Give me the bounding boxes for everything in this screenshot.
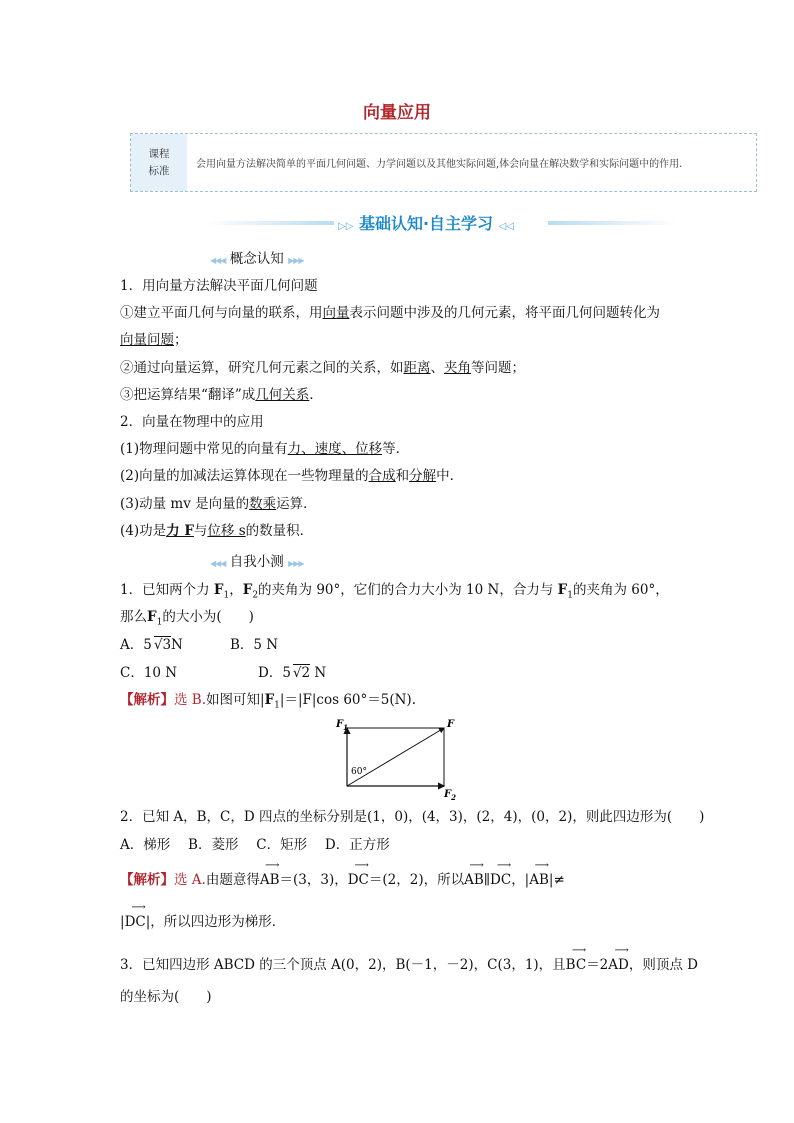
t: 力、速度、位移 [287, 441, 383, 457]
vector-ad [608, 945, 629, 975]
vector-dc [124, 902, 146, 932]
t: 的数量积． [245, 523, 314, 539]
t: 2 [252, 590, 259, 601]
t: 运算． [276, 496, 317, 512]
q1-option-d [258, 663, 326, 683]
q2-options: A．梯形 B．菱形 C．矩形 D．正方形 [120, 837, 390, 853]
t: 的夹角为 60°， [572, 582, 669, 598]
banner-right-icon: ◁◁ [498, 221, 515, 232]
vector-arrow-icon: ⟶ [469, 860, 484, 871]
answer-tag: 【解析】 [120, 692, 174, 708]
f-vector [347, 728, 444, 786]
t: ． [309, 387, 323, 403]
answer-2 [120, 860, 565, 890]
t: 1 [223, 590, 230, 601]
p1-item-b [120, 358, 525, 378]
t: 的夹角为 90°，它们的合力大小为 10 N，合力与 [258, 582, 558, 598]
t: F [147, 609, 157, 625]
t: 、 [430, 360, 444, 376]
t: 和 [395, 468, 410, 484]
t: 距离 [403, 360, 431, 376]
vector-ab [259, 860, 280, 890]
t: DC [347, 872, 369, 888]
t: AB [464, 872, 484, 888]
vector-arrow-icon: ⟶ [534, 860, 549, 871]
vector-ab [464, 860, 484, 890]
t: ＝(2，2)，所以 [368, 872, 465, 888]
banner-line-right [548, 221, 678, 225]
vector-arrow-icon: ⟶ [354, 860, 369, 871]
t: 的大小为( ) [162, 609, 254, 625]
subheading-selftest [210, 550, 304, 570]
vector-dc [347, 860, 369, 890]
t: 与 [193, 523, 208, 539]
q1-option-a [120, 635, 183, 655]
t: N [310, 665, 327, 681]
label-f1: $F_1$ [336, 719, 348, 732]
subheading-concepts [210, 247, 304, 267]
t: 3 [162, 637, 172, 653]
t: 由题意得 [205, 872, 260, 888]
t: (4)功是 [120, 523, 167, 539]
vector-arrow-icon: ⟶ [496, 860, 512, 871]
p2-item-3 [120, 494, 317, 514]
subheading-text: 自我小测 [229, 554, 284, 570]
force-diagram [330, 715, 460, 800]
t: 向量问题 [120, 332, 174, 348]
t: 分解 [409, 468, 437, 484]
t: ＝2 [586, 957, 609, 973]
vector-arrow-icon: ⟶ [265, 860, 280, 871]
right-arrows-icon: ▶▶▶ [288, 256, 304, 265]
t: N [171, 637, 183, 653]
t: A．5 [120, 637, 152, 653]
right-arrows-icon: ▶▶▶ [288, 559, 304, 568]
t: 力 F [166, 523, 194, 539]
t: | [120, 914, 125, 930]
t: 等． [382, 441, 410, 457]
t: 合成 [368, 468, 396, 484]
t: F [557, 582, 568, 598]
t: ， [229, 582, 243, 598]
p2-item-4 [120, 521, 313, 541]
q3-line-2: 的坐标为( ) [120, 989, 212, 1005]
vector-arrow-icon: ⟶ [571, 945, 587, 956]
t: ，则顶点 D [628, 957, 698, 973]
p1-item-a-cont [120, 330, 188, 350]
t: 1．已知两个力 [120, 582, 214, 598]
q1-line-1 [120, 580, 669, 606]
t: |＝|F|cos 60°＝5(N). [279, 692, 416, 708]
p2-item-1 [120, 439, 409, 459]
t: AD [608, 957, 629, 973]
t: F [213, 582, 224, 598]
t: 夹角 [444, 360, 471, 376]
p2-title: 2．向量在物理中的应用 [120, 414, 264, 430]
vector-dc [490, 860, 512, 890]
t: 选 B. [174, 692, 207, 708]
t: 几何关系 [255, 387, 310, 403]
subheading-text: 概念认知 [229, 251, 284, 267]
t: ＝(3，3)， [279, 872, 348, 888]
t: DC [124, 914, 146, 930]
radical: √2 [292, 665, 311, 681]
vector-arrow-icon: ⟶ [614, 945, 629, 956]
course-standard-box [130, 133, 757, 192]
label-line-1: 课程 [148, 147, 170, 160]
q1-line-2 [120, 607, 254, 633]
section-banner [338, 211, 514, 234]
t: 1 [567, 590, 573, 601]
course-standard-label [131, 134, 187, 191]
course-standard-text: 会用向量方法解决简单的平面几何问题、力学问题以及其他实际问题,体会向量在解决数学和实际问题中的作用. [196, 159, 683, 170]
t: 选 A. [174, 872, 206, 888]
t: (1)物理问题中常见的向量有 [120, 441, 288, 457]
t: AB [259, 872, 280, 888]
t: ，| [511, 872, 530, 888]
t: ③把运算结果“翻译”成 [120, 387, 256, 403]
banner-text: 基础认知·自主学习 [358, 214, 494, 233]
left-arrows-icon: ◀◀◀ [210, 559, 226, 568]
radical: √3 [153, 637, 172, 653]
t: 1 [156, 617, 163, 628]
t: 如图可知| [206, 692, 265, 708]
t: |≠ [548, 872, 565, 888]
t: 那么 [120, 609, 147, 625]
t: 3．已知四边形 ABCD 的三个顶点 A(0，2)，B(－1，－2)，C(3，1)，且 [120, 957, 566, 973]
p2-item-2 [120, 466, 463, 486]
p1-item-a [120, 303, 660, 323]
t: BC [565, 957, 587, 973]
t: 数乘 [249, 496, 277, 512]
t: 向量 [322, 305, 350, 321]
t: ②通过向量运算，研究几何元素之间的关系，如 [120, 360, 404, 376]
label-f2: $F_2$ [444, 789, 456, 800]
answer-2-cont [120, 902, 286, 932]
t: 1 [274, 700, 280, 711]
label-f: F [447, 719, 455, 730]
t: 表示问题中涉及的几何元素，将平面几何问题转化为 [349, 305, 660, 321]
t: (2)向量的加减法运算体现在一些物理量的 [120, 468, 369, 484]
t: ； [174, 332, 188, 348]
t: AB [529, 872, 549, 888]
t: (3)动量 mv 是向量的 [120, 496, 250, 512]
t: D．5 [258, 665, 291, 681]
q2-text: 2．已知 A，B，C，D 四点的坐标分别是(1，0)，(4，3)，(2，4)，(0，2)，则此四边形为( ) [120, 809, 705, 825]
t: 位移 s [207, 523, 246, 539]
t: ①建立平面几何与向量的联系，用 [120, 305, 323, 321]
q3-line-1 [120, 945, 698, 975]
banner-left-icon: ▷▷ [338, 221, 354, 232]
t: F [264, 692, 275, 708]
vector-bc [565, 945, 587, 975]
page-title: 向量应用 [363, 103, 431, 123]
label-line-2: 标准 [148, 164, 170, 177]
p1-title: 1．用向量方法解决平面几何问题 [120, 278, 318, 294]
t: F [242, 582, 253, 598]
vector-ab [529, 860, 549, 890]
angle-label: 60° [351, 767, 367, 777]
left-arrows-icon: ◀◀◀ [210, 256, 226, 265]
p1-item-c [120, 385, 323, 405]
banner-line-left [206, 221, 334, 225]
t: 等问题； [471, 360, 525, 376]
t: DC [490, 872, 512, 888]
t: 2 [301, 665, 311, 681]
t: ∥ [483, 872, 491, 888]
q1-option-c: C．10 N [120, 665, 178, 681]
vector-arrow-icon: ⟶ [131, 902, 146, 913]
answer-tag: 【解析】 [120, 872, 174, 888]
t: 中． [436, 468, 464, 484]
q1-option-b: B．5 N [230, 637, 279, 653]
answer-1 [120, 690, 416, 716]
t: |，所以四边形为梯形． [145, 914, 286, 930]
